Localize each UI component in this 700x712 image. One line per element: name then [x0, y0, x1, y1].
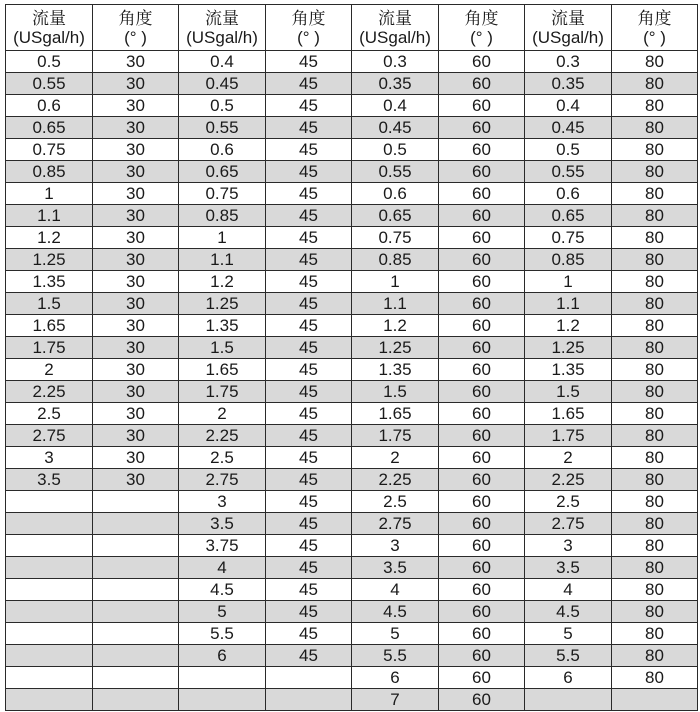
angle-cell: 30	[93, 359, 179, 381]
angle-cell	[93, 689, 179, 711]
flow-cell: 0.65	[352, 205, 439, 227]
angle-cell: 60	[439, 161, 525, 183]
angle-cell: 30	[93, 95, 179, 117]
angle-cell: 30	[93, 183, 179, 205]
angle-cell: 45	[266, 51, 352, 73]
angle-cell: 30	[93, 227, 179, 249]
angle-cell: 80	[612, 95, 698, 117]
angle-cell: 45	[266, 227, 352, 249]
angle-cell: 60	[439, 557, 525, 579]
flow-cell: 1.2	[352, 315, 439, 337]
angle-cell: 80	[612, 183, 698, 205]
flow-cell: 1.2	[6, 227, 93, 249]
flow-cell: 1.75	[525, 425, 612, 447]
angle-cell	[93, 513, 179, 535]
angle-cell: 60	[439, 337, 525, 359]
angle-cell: 30	[93, 51, 179, 73]
angle-cell: 60	[439, 183, 525, 205]
flow-cell: 1.25	[525, 337, 612, 359]
table-row	[6, 623, 698, 645]
flow-cell: 5	[352, 623, 439, 645]
angle-cell: 45	[266, 381, 352, 403]
angle-cell: 45	[266, 183, 352, 205]
angle-cell	[93, 579, 179, 601]
flow-cell: 2.5	[352, 491, 439, 513]
flow-cell: 0.4	[525, 95, 612, 117]
flow-cell: 4.5	[179, 579, 266, 601]
flow-cell: 2.25	[352, 469, 439, 491]
flow-cell: 1.1	[179, 249, 266, 271]
flow-cell: 0.3	[352, 51, 439, 73]
angle-cell: 60	[439, 205, 525, 227]
flow-cell	[6, 513, 93, 535]
flow-cell: 1	[525, 271, 612, 293]
angle-cell: 30	[93, 469, 179, 491]
angle-cell	[93, 601, 179, 623]
angle-cell: 60	[439, 491, 525, 513]
angle-cell: 30	[93, 403, 179, 425]
angle-cell: 80	[612, 469, 698, 491]
angle-cell: 80	[612, 161, 698, 183]
flow-cell: 0.65	[6, 117, 93, 139]
flow-cell: 3	[179, 491, 266, 513]
header-angle-2: 角度 (° )	[266, 5, 352, 51]
table-row	[6, 161, 698, 183]
flow-cell: 1.65	[6, 315, 93, 337]
angle-cell: 45	[266, 161, 352, 183]
flow-cell: 6	[352, 667, 439, 689]
angle-cell: 45	[266, 117, 352, 139]
flow-cell: 1.75	[6, 337, 93, 359]
flow-cell	[525, 689, 612, 711]
angle-cell: 45	[266, 491, 352, 513]
angle-cell	[266, 689, 352, 711]
angle-cell: 80	[612, 359, 698, 381]
flow-cell: 4	[525, 579, 612, 601]
angle-cell: 45	[266, 403, 352, 425]
angle-cell: 60	[439, 271, 525, 293]
angle-cell: 60	[439, 623, 525, 645]
flow-cell: 1.65	[525, 403, 612, 425]
angle-cell: 80	[612, 293, 698, 315]
angle-cell: 60	[439, 95, 525, 117]
flow-cell: 1.35	[179, 315, 266, 337]
flow-cell: 0.85	[6, 161, 93, 183]
table-row	[6, 139, 698, 161]
angle-cell: 80	[612, 117, 698, 139]
header-flow-1: 流量 (USgal/h)	[6, 5, 93, 51]
angle-cell: 30	[93, 381, 179, 403]
flow-cell: 1.2	[179, 271, 266, 293]
table-row	[6, 205, 698, 227]
table-row	[6, 95, 698, 117]
flow-cell: 0.45	[179, 73, 266, 95]
header-flow-2: 流量 (USgal/h)	[179, 5, 266, 51]
flow-cell: 0.35	[352, 73, 439, 95]
angle-cell	[266, 667, 352, 689]
flow-cell: 3	[352, 535, 439, 557]
table-row	[6, 293, 698, 315]
flow-cell: 0.6	[525, 183, 612, 205]
flow-cell: 2.25	[6, 381, 93, 403]
angle-cell: 80	[612, 425, 698, 447]
flow-cell: 3	[6, 447, 93, 469]
table-row	[6, 447, 698, 469]
angle-cell: 60	[439, 601, 525, 623]
angle-cell: 45	[266, 293, 352, 315]
table-row	[6, 469, 698, 491]
angle-cell: 30	[93, 205, 179, 227]
flow-cell: 2	[525, 447, 612, 469]
flow-cell: 0.75	[352, 227, 439, 249]
flow-cell: 2.25	[525, 469, 612, 491]
flow-cell: 1.35	[352, 359, 439, 381]
flow-angle-table-wrapper	[5, 4, 698, 711]
angle-cell: 80	[612, 73, 698, 95]
flow-cell: 2	[6, 359, 93, 381]
flow-cell: 1.1	[352, 293, 439, 315]
angle-cell: 80	[612, 315, 698, 337]
flow-cell: 0.5	[352, 139, 439, 161]
angle-cell: 45	[266, 95, 352, 117]
angle-cell: 80	[612, 447, 698, 469]
flow-cell: 0.45	[352, 117, 439, 139]
flow-cell: 0.5	[525, 139, 612, 161]
angle-cell: 80	[612, 535, 698, 557]
flow-cell: 3.5	[179, 513, 266, 535]
angle-cell: 80	[612, 645, 698, 667]
angle-cell: 45	[266, 601, 352, 623]
flow-cell: 0.75	[179, 183, 266, 205]
flow-cell	[6, 579, 93, 601]
table-row	[6, 425, 698, 447]
flow-cell: 0.75	[6, 139, 93, 161]
angle-cell: 60	[439, 689, 525, 711]
flow-cell: 1.5	[6, 293, 93, 315]
angle-cell: 60	[439, 425, 525, 447]
angle-cell	[93, 667, 179, 689]
flow-cell: 0.65	[179, 161, 266, 183]
flow-cell: 0.6	[179, 139, 266, 161]
flow-cell: 2.75	[179, 469, 266, 491]
flow-cell	[6, 689, 93, 711]
angle-cell: 30	[93, 425, 179, 447]
angle-cell: 60	[439, 513, 525, 535]
angle-cell: 30	[93, 73, 179, 95]
flow-cell: 1.65	[352, 403, 439, 425]
table-row	[6, 359, 698, 381]
header-row	[6, 5, 698, 51]
angle-cell: 60	[439, 249, 525, 271]
angle-cell: 45	[266, 535, 352, 557]
angle-cell: 80	[612, 139, 698, 161]
flow-cell: 1.1	[6, 205, 93, 227]
flow-cell: 1.5	[352, 381, 439, 403]
flow-cell: 4	[179, 557, 266, 579]
table-row	[6, 667, 698, 689]
flow-cell: 3.5	[6, 469, 93, 491]
angle-cell: 45	[266, 557, 352, 579]
angle-cell: 45	[266, 513, 352, 535]
angle-cell: 60	[439, 403, 525, 425]
angle-cell: 80	[612, 623, 698, 645]
table-row	[6, 513, 698, 535]
flow-cell: 2.75	[525, 513, 612, 535]
angle-cell: 45	[266, 271, 352, 293]
angle-cell: 45	[266, 205, 352, 227]
angle-cell: 30	[93, 293, 179, 315]
header-angle-1: 角度 (° )	[93, 5, 179, 51]
flow-cell: 0.55	[179, 117, 266, 139]
angle-cell: 45	[266, 469, 352, 491]
flow-angle-table	[5, 4, 698, 711]
flow-cell: 2.25	[179, 425, 266, 447]
angle-cell: 30	[93, 447, 179, 469]
angle-cell: 30	[93, 271, 179, 293]
table-row	[6, 183, 698, 205]
flow-cell: 1.25	[179, 293, 266, 315]
table-body	[6, 51, 698, 711]
angle-cell: 60	[439, 73, 525, 95]
flow-cell: 1.75	[352, 425, 439, 447]
header-angle-3: 角度 (° )	[439, 5, 525, 51]
flow-cell: 0.65	[525, 205, 612, 227]
table-row	[6, 51, 698, 73]
flow-cell: 0.3	[525, 51, 612, 73]
angle-cell	[93, 491, 179, 513]
table-row	[6, 117, 698, 139]
table-row	[6, 249, 698, 271]
flow-cell: 6	[525, 667, 612, 689]
flow-cell: 3	[525, 535, 612, 557]
flow-cell: 3.5	[352, 557, 439, 579]
flow-cell: 1.2	[525, 315, 612, 337]
flow-cell: 5	[179, 601, 266, 623]
angle-cell: 60	[439, 579, 525, 601]
angle-cell: 80	[612, 381, 698, 403]
angle-cell: 30	[93, 315, 179, 337]
angle-cell: 80	[612, 513, 698, 535]
flow-cell	[179, 689, 266, 711]
angle-cell: 45	[266, 337, 352, 359]
flow-cell: 0.45	[525, 117, 612, 139]
flow-cell	[6, 601, 93, 623]
flow-cell: 0.5	[179, 95, 266, 117]
angle-cell: 45	[266, 645, 352, 667]
flow-cell: 0.6	[6, 95, 93, 117]
flow-cell: 1.35	[6, 271, 93, 293]
flow-cell: 0.4	[352, 95, 439, 117]
flow-cell: 4.5	[525, 601, 612, 623]
table-header	[6, 5, 698, 51]
flow-cell: 1	[179, 227, 266, 249]
angle-cell: 45	[266, 249, 352, 271]
table-row	[6, 491, 698, 513]
angle-cell: 60	[439, 469, 525, 491]
flow-cell: 0.35	[525, 73, 612, 95]
angle-cell: 60	[439, 139, 525, 161]
angle-cell: 30	[93, 161, 179, 183]
angle-cell: 60	[439, 293, 525, 315]
table-row	[6, 315, 698, 337]
flow-cell: 0.85	[179, 205, 266, 227]
angle-cell: 45	[266, 579, 352, 601]
flow-cell: 1.1	[525, 293, 612, 315]
table-row	[6, 227, 698, 249]
flow-cell: 1.75	[179, 381, 266, 403]
angle-cell	[612, 689, 698, 711]
angle-cell: 45	[266, 139, 352, 161]
flow-cell: 2	[179, 403, 266, 425]
flow-cell	[6, 491, 93, 513]
flow-cell: 1.25	[6, 249, 93, 271]
angle-cell: 60	[439, 359, 525, 381]
flow-cell: 0.85	[525, 249, 612, 271]
flow-cell	[6, 623, 93, 645]
flow-cell	[6, 557, 93, 579]
flow-cell: 2.5	[6, 403, 93, 425]
flow-cell: 0.55	[6, 73, 93, 95]
flow-cell: 3.5	[525, 557, 612, 579]
flow-cell: 1.35	[525, 359, 612, 381]
flow-cell: 3.75	[179, 535, 266, 557]
angle-cell: 80	[612, 557, 698, 579]
flow-cell: 5.5	[525, 645, 612, 667]
flow-cell: 0.6	[352, 183, 439, 205]
flow-cell: 6	[179, 645, 266, 667]
header-flow-4: 流量 (USgal/h)	[525, 5, 612, 51]
flow-cell: 2.75	[352, 513, 439, 535]
flow-cell: 0.85	[352, 249, 439, 271]
header-angle-4: 角度 (° )	[612, 5, 698, 51]
flow-cell: 5.5	[179, 623, 266, 645]
angle-cell	[93, 623, 179, 645]
angle-cell: 30	[93, 249, 179, 271]
angle-cell: 30	[93, 117, 179, 139]
flow-cell	[6, 535, 93, 557]
flow-cell: 1.5	[525, 381, 612, 403]
flow-cell: 0.4	[179, 51, 266, 73]
flow-cell: 7	[352, 689, 439, 711]
flow-cell: 1	[352, 271, 439, 293]
angle-cell: 60	[439, 381, 525, 403]
flow-cell: 5.5	[352, 645, 439, 667]
flow-cell: 0.5	[6, 51, 93, 73]
table-row	[6, 601, 698, 623]
angle-cell: 45	[266, 623, 352, 645]
angle-cell: 80	[612, 51, 698, 73]
angle-cell	[93, 557, 179, 579]
angle-cell: 80	[612, 249, 698, 271]
angle-cell: 60	[439, 117, 525, 139]
table-row	[6, 403, 698, 425]
flow-cell: 0.55	[525, 161, 612, 183]
flow-cell: 4.5	[352, 601, 439, 623]
angle-cell: 80	[612, 337, 698, 359]
flow-cell: 1.25	[352, 337, 439, 359]
table-row	[6, 689, 698, 711]
angle-cell: 60	[439, 667, 525, 689]
angle-cell: 80	[612, 601, 698, 623]
header-flow-3: 流量 (USgal/h)	[352, 5, 439, 51]
table-row	[6, 579, 698, 601]
angle-cell	[93, 645, 179, 667]
angle-cell: 60	[439, 51, 525, 73]
table-row	[6, 337, 698, 359]
flow-cell: 0.55	[352, 161, 439, 183]
angle-cell: 60	[439, 447, 525, 469]
flow-cell: 4	[352, 579, 439, 601]
angle-cell: 80	[612, 579, 698, 601]
angle-cell: 45	[266, 359, 352, 381]
angle-cell: 80	[612, 667, 698, 689]
flow-cell: 2.75	[6, 425, 93, 447]
table-row	[6, 73, 698, 95]
flow-cell	[6, 667, 93, 689]
angle-cell: 60	[439, 227, 525, 249]
angle-cell: 60	[439, 315, 525, 337]
flow-cell: 1	[6, 183, 93, 205]
angle-cell	[93, 535, 179, 557]
table-row	[6, 645, 698, 667]
flow-cell	[6, 645, 93, 667]
flow-cell: 0.75	[525, 227, 612, 249]
angle-cell: 80	[612, 205, 698, 227]
angle-cell: 30	[93, 337, 179, 359]
angle-cell: 30	[93, 139, 179, 161]
angle-cell: 80	[612, 271, 698, 293]
angle-cell: 80	[612, 491, 698, 513]
flow-cell: 1.5	[179, 337, 266, 359]
table-row	[6, 557, 698, 579]
angle-cell: 80	[612, 227, 698, 249]
table-row	[6, 535, 698, 557]
angle-cell: 45	[266, 425, 352, 447]
angle-cell: 45	[266, 447, 352, 469]
angle-cell: 60	[439, 645, 525, 667]
angle-cell: 45	[266, 73, 352, 95]
flow-cell: 2.5	[525, 491, 612, 513]
flow-cell: 2.5	[179, 447, 266, 469]
flow-cell: 1.65	[179, 359, 266, 381]
table-row	[6, 271, 698, 293]
flow-cell: 2	[352, 447, 439, 469]
angle-cell: 60	[439, 535, 525, 557]
table-row	[6, 381, 698, 403]
flow-cell	[179, 667, 266, 689]
angle-cell: 80	[612, 403, 698, 425]
flow-cell: 5	[525, 623, 612, 645]
angle-cell: 45	[266, 315, 352, 337]
